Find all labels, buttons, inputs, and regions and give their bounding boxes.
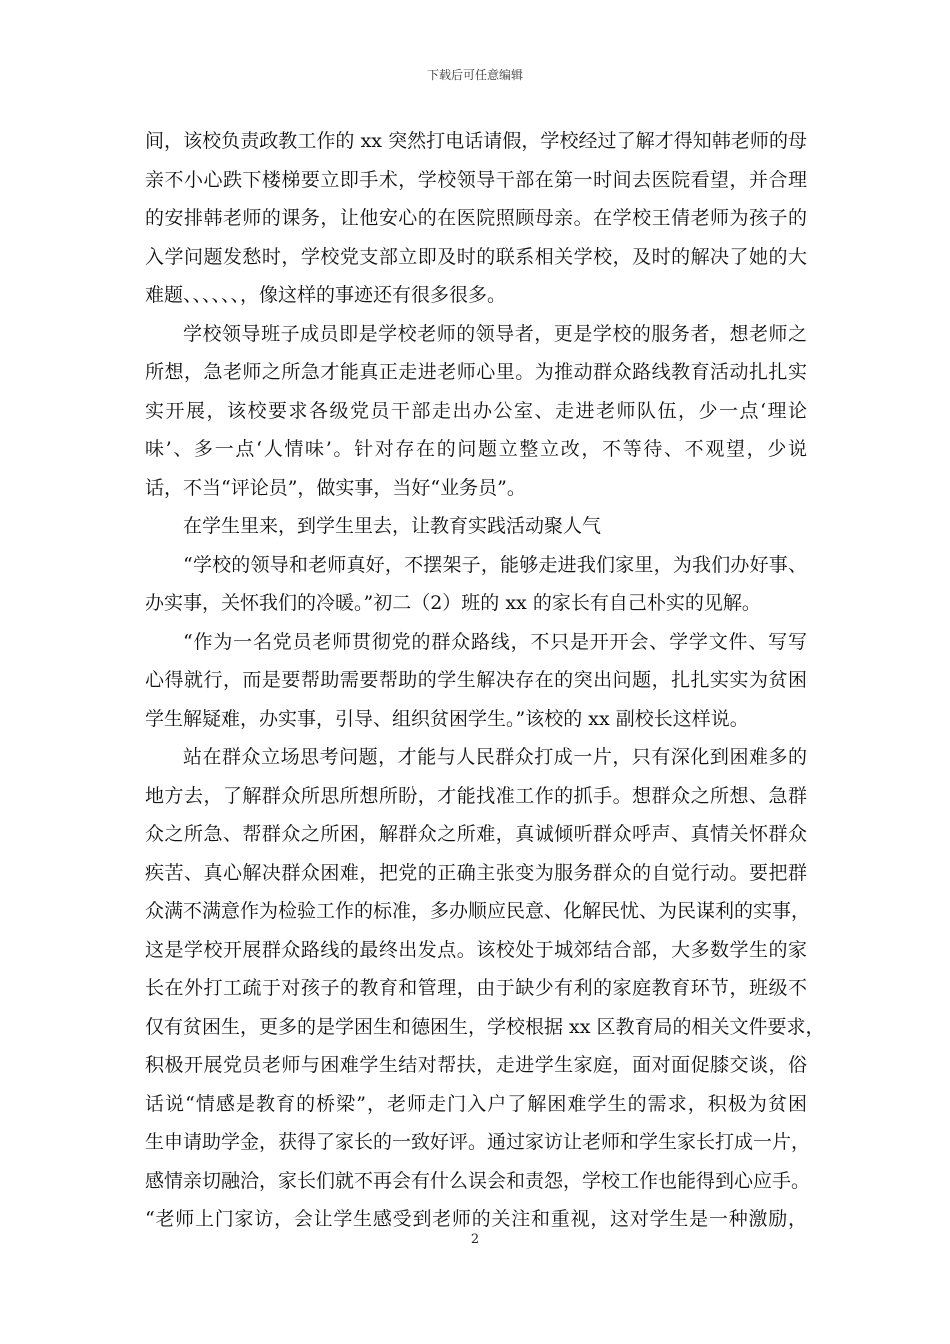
text-line: 众满不满意作为检验工作的标准，多办顺应民意、化解民忧、为民谋利的实事， bbox=[145, 900, 811, 922]
text-line: 亲不小心跌下楼梯要立即手术，学校领导干部在第一时间去医院看望，并合理 bbox=[145, 168, 807, 191]
text-line: 办实事，关怀我们的冷暖。”初二（2）班的 xx 的家长有自己朴实的见解。 bbox=[145, 592, 761, 614]
text-line: “作为一名党员老师贯彻党的群众路线，不只是开开会、学学文件、写写 bbox=[183, 630, 807, 653]
text-line: “学校的领导和老师真好，不摆架子，能够走进我们家里，为我们办好事、 bbox=[183, 553, 807, 576]
text-line: 长在外打工疏于对孩子的教育和管理，由于缺少有利的家庭教育环节，班级不 bbox=[145, 977, 807, 999]
text-line: 这是学校开展群众路线的最终出发点。该校处于城郊结合部，大多数学生的家 bbox=[145, 938, 807, 961]
text-line: 地方去，了解群众所思所想所盼，才能找准工作的抓手。想群众之所想、急群 bbox=[145, 784, 807, 807]
text-line: 积极开展党员老师与困难学生结对帮扶，走进学生家庭，面对面促膝交谈，俗 bbox=[145, 1054, 807, 1076]
text-line: 众之所急、帮群众之所困，解群众之所难，真诚倾听群众呼声、真情关怀群众 bbox=[145, 823, 807, 845]
text-line: 疾苦、真心解决群众困难，把党的正确主张变为服务群众的自觉行动。要把群 bbox=[145, 861, 807, 884]
text-line: 心得就行，而是要帮助需要帮助的学生解决存在的突出问题，扎扎实实为贫困 bbox=[145, 669, 807, 691]
text-line: 实开展，该校要求各级党员干部走出办公室、走进老师队伍，少一点‘理论 bbox=[145, 399, 807, 422]
text-line: 站在群众立场思考问题，才能与人民群众打成一片，只有深化到困难多的 bbox=[183, 746, 807, 768]
text-line: 间，该校负责政教工作的 xx 突然打电话请假，学校经过了解才得知韩老师的母 bbox=[145, 130, 807, 152]
text-line: 仅有贫困生，更多的是学困生和德困生，学校根据 xx 区教育局的相关文件要求， bbox=[145, 1015, 825, 1038]
page-number: 2 bbox=[470, 1232, 480, 1247]
text-line: 话说“情感是教育的桥梁”，老师走门入户了解困难学生的需求，积极为贫困 bbox=[145, 1092, 807, 1115]
text-line: 所想，急老师之所急才能真正走进老师心里。为推动群众路线教育活动扎扎实 bbox=[145, 361, 807, 383]
text-line: 学校领导班子成员即是学校老师的领导者，更是学校的服务者，想老师之 bbox=[183, 322, 807, 345]
page-header: 下载后可任意编辑 bbox=[426, 68, 523, 82]
text-line: 的安排韩老师的课务，让他安心的在医院照顾母亲。在学校王倩老师为孩子的 bbox=[145, 207, 807, 229]
text-line: 感情亲切融洽，家长们就不再会有什么误会和责怨，学校工作也能得到心应手。 bbox=[145, 1169, 811, 1192]
text-line: 难题、、、、、、，像这样的事迹还有很多很多。 bbox=[145, 284, 507, 306]
text-line: 生申请助学金，获得了家长的一致好评。通过家访让老师和学生家长打成一片， bbox=[145, 1131, 811, 1153]
text-line: 话，不当“评论员”，做实事，当好“业务员”。 bbox=[145, 476, 526, 499]
text-line: 学生解疑难，办实事，引导、组织贫困学生。”该校的 xx 副校长这样说。 bbox=[145, 707, 749, 730]
text-line: “老师上门家访，会让学生感受到老师的关注和重视，这对学生是一种激励， bbox=[145, 1208, 807, 1230]
section-heading: 在学生里来，到学生里去，让教育实践活动聚人气 bbox=[183, 515, 602, 537]
document-body bbox=[145, 122, 825, 1239]
text-line: 入学问题发愁时，学校党支部立即及时的联系相关学校，及时的解决了她的大 bbox=[145, 245, 807, 268]
text-line: 味’、多一点‘人情味’。针对存在的问题立整立改，不等待、不观望，少说 bbox=[145, 438, 807, 460]
